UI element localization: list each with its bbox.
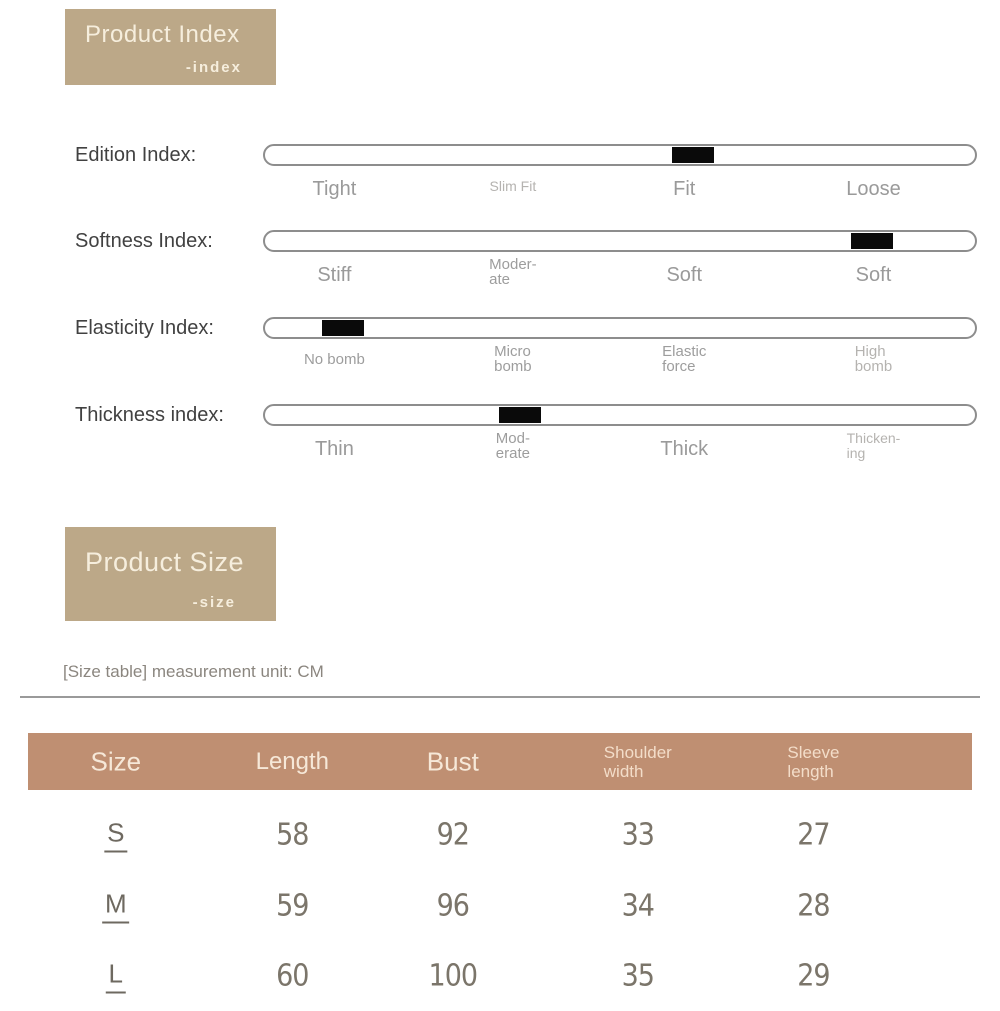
edition-index-track xyxy=(263,144,977,166)
option-tight: Tight xyxy=(312,178,357,200)
product-size-subtitle: -size xyxy=(192,594,236,611)
option-stiff: Stiff xyxy=(317,264,352,286)
option-fit: Fit xyxy=(673,178,696,200)
option-high-bomb: High bomb xyxy=(854,343,893,375)
product-size-title: Product Size xyxy=(85,547,245,577)
column-header-size: Size xyxy=(90,746,142,776)
slider-row-thickness xyxy=(0,404,1000,492)
option-moderate: Moder- ate xyxy=(489,256,537,288)
size-cell: S xyxy=(104,818,127,853)
length-cell: 59 xyxy=(276,888,309,924)
softness-index-options xyxy=(263,256,977,310)
elasticity-index-track xyxy=(263,317,977,339)
edition-index-marker xyxy=(672,147,714,163)
thickness-index-marker xyxy=(499,407,541,423)
bust-cell: 96 xyxy=(436,888,469,924)
shoulder-cell: 35 xyxy=(621,958,654,994)
softness-index-label: Softness Index: xyxy=(75,230,213,252)
elasticity-index-label: Elasticity Index: xyxy=(75,317,214,339)
bust-cell: 100 xyxy=(428,958,478,994)
column-header-bust: Bust xyxy=(426,746,479,776)
size-table-row-m xyxy=(28,871,972,941)
option-thick: Thick xyxy=(660,438,709,460)
product-index-subtitle: -index xyxy=(185,59,242,76)
option-micro-bomb: Micro bomb xyxy=(494,343,532,375)
shoulder-cell: 33 xyxy=(621,817,654,853)
elasticity-index-marker xyxy=(322,320,364,336)
product-index-title: Product Index xyxy=(85,21,240,48)
option-thin: Thin xyxy=(314,438,354,460)
size-table-header xyxy=(28,733,972,790)
option-loose: Loose xyxy=(846,178,901,200)
sleeve-cell: 27 xyxy=(797,817,830,853)
length-cell: 58 xyxy=(276,817,309,853)
bust-cell: 92 xyxy=(436,817,469,853)
column-header-sleeve-length: Sleeve length xyxy=(787,742,840,781)
softness-index-marker xyxy=(851,233,893,249)
option-slim-fit: Slim Fit xyxy=(489,178,537,194)
product-size-section-header xyxy=(65,527,276,621)
sleeve-cell: 28 xyxy=(797,888,830,924)
elasticity-index-options xyxy=(263,343,977,397)
size-cell: L xyxy=(106,959,126,994)
size-table-row-s xyxy=(28,800,972,870)
size-table-row-l xyxy=(28,941,972,1011)
softness-index-track xyxy=(263,230,977,252)
column-header-shoulder-width: Shoulder width xyxy=(603,742,672,781)
divider-line xyxy=(20,696,980,698)
edition-index-label: Edition Index: xyxy=(75,144,197,166)
edition-index-options xyxy=(263,178,977,224)
column-header-length: Length xyxy=(255,747,330,775)
sleeve-cell: 29 xyxy=(797,958,830,994)
length-cell: 60 xyxy=(276,958,309,994)
option-no-bomb: No bomb xyxy=(303,351,365,368)
shoulder-cell: 34 xyxy=(621,888,654,924)
size-cell: M xyxy=(102,889,130,924)
thickness-index-label: Thickness index: xyxy=(75,404,224,426)
slider-row-elasticity xyxy=(0,317,1000,405)
size-table-note: [Size table] measurement unit: CM xyxy=(63,662,324,681)
option-moderate-thickness: Mod- erate xyxy=(495,430,530,462)
option-elastic-force: Elastic force xyxy=(662,343,707,375)
option-soft: Soft xyxy=(666,264,703,286)
option-thickening: Thicken- ing xyxy=(846,430,901,461)
product-index-section-header xyxy=(65,9,276,85)
thickness-index-track xyxy=(263,404,977,426)
option-soft-2: Soft xyxy=(855,264,892,286)
slider-row-softness xyxy=(0,230,1000,318)
thickness-index-options xyxy=(263,430,977,484)
slider-row-edition xyxy=(0,144,1000,232)
